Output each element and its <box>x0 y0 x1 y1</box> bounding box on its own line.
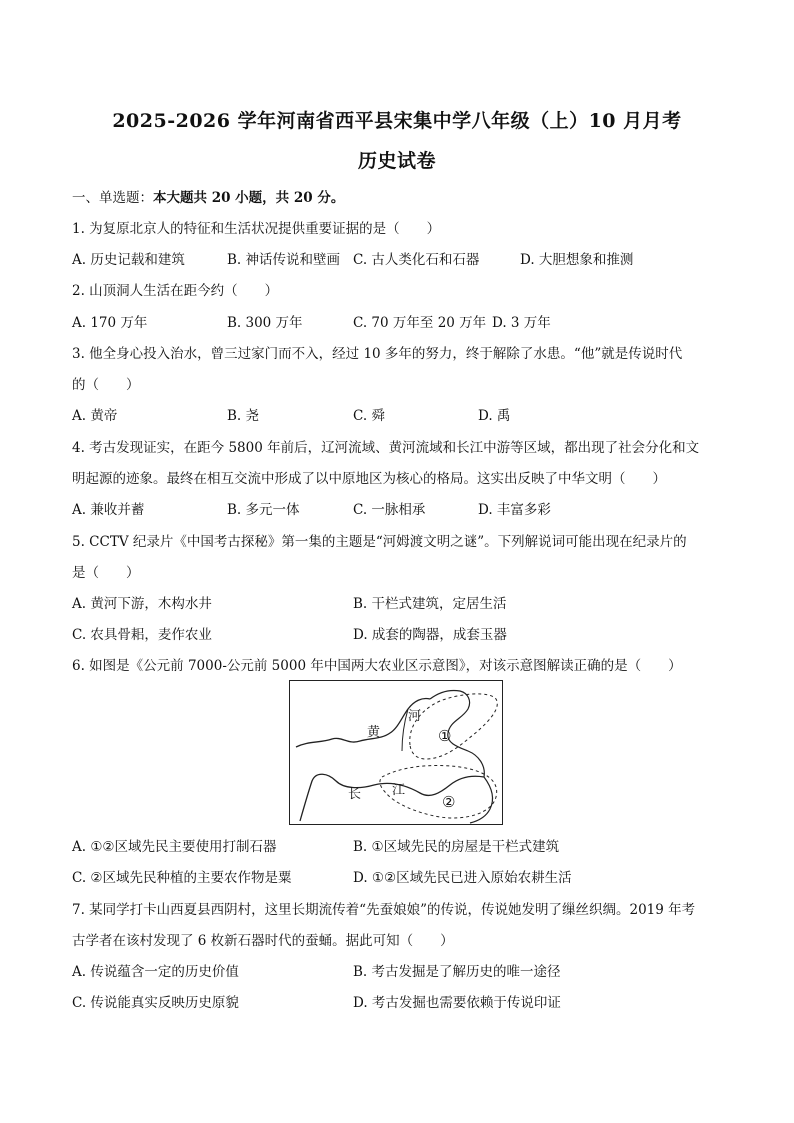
question-7-stem-line1: 7. 某同学打卡山西夏县西阴村，这里长期流传着“先蚕娘娘”的传说，传说她发明了缫丝织绸。2019 年考 <box>72 902 696 918</box>
question-3-stem-line1: 3. 他全身心投入治水，曾三过家门而不入，经过 10 多年的努力，终于解除了水患。“他”就是传说时代 <box>72 346 683 362</box>
question-4-stem-line2: 明起源的迹象。最终在相互交流中形成了以中原地区为核心的格局。这实出反映了中华文明（ ） <box>72 471 666 487</box>
question-5-stem-line1: 5. CCTV 纪录片《中国考古探秘》第一集的主题是“河姆渡文明之谜”。下列解说词可能出现在纪录片的 <box>72 534 687 550</box>
section-description: 本大题共 20 小题，共 20 分。 <box>153 190 345 206</box>
q5-option-b[interactable]: B. 干栏式建筑，定居生活 <box>353 596 507 612</box>
q3-option-d[interactable]: D. 禹 <box>478 408 511 424</box>
question-2-stem: 2. 山顶洞人生活在距今约（ ） <box>72 283 279 299</box>
map-label-region-1: ① <box>438 727 452 745</box>
map-drawing <box>290 681 502 824</box>
q7-option-b[interactable]: B. 考古发掘是了解历史的唯一途径 <box>353 964 561 980</box>
exam-subject: 历史试卷 <box>357 150 436 172</box>
q3-option-b[interactable]: B. 尧 <box>227 408 260 424</box>
q6-option-c[interactable]: C. ②区域先民种植的主要农作物是粟 <box>72 870 292 886</box>
map-label-huang: 黄 <box>367 725 381 740</box>
q4-option-d[interactable]: D. 丰富多彩 <box>478 502 551 518</box>
exam-title: 2025-2026 学年河南省西平县宋集中学八年级（上）10 月月考 <box>112 110 682 132</box>
question-3-stem-line2: 的（ ） <box>72 377 140 393</box>
q5-option-d[interactable]: D. 成套的陶器，成套玉器 <box>353 627 507 643</box>
q1-option-a[interactable]: A. 历史记载和建筑 <box>72 252 185 268</box>
question-7-stem-line2: 古学者在该村发现了 6 枚新石器时代的蚕蛹。据此可知（ ） <box>72 933 454 949</box>
q1-option-c[interactable]: C. 古人类化石和石器 <box>353 252 480 268</box>
q1-option-d[interactable]: D. 大胆想象和推测 <box>520 252 634 268</box>
map-label-chang: 长 <box>348 787 362 802</box>
q4-option-a[interactable]: A. 兼收并蓄 <box>72 502 145 518</box>
q7-option-a[interactable]: A. 传说蕴含一定的历史价值 <box>72 964 239 980</box>
q3-option-c[interactable]: C. 舜 <box>353 408 385 424</box>
question-6-stem: 6. 如图是《公元前 7000-公元前 5000 年中国两大农业区示意图》，对该示意图解读正确的是（ ） <box>72 658 682 674</box>
section-label: 一、单选题： <box>72 190 153 206</box>
q7-option-c[interactable]: C. 传说能真实反映历史原貌 <box>72 995 239 1011</box>
map-label-jiang: 江 <box>392 783 406 798</box>
q2-option-d[interactable]: D. 3 万年 <box>492 315 551 331</box>
q5-option-c[interactable]: C. 农具骨耜，麦作农业 <box>72 627 212 643</box>
q6-option-d[interactable]: D. ①②区域先民已进入原始农耕生活 <box>353 870 572 886</box>
map-label-region-2: ② <box>442 793 456 811</box>
q2-option-b[interactable]: B. 300 万年 <box>227 315 303 331</box>
q7-option-d[interactable]: D. 考古发掘也需要依赖于传说印证 <box>353 995 561 1011</box>
q2-option-c[interactable]: C. 70 万年至 20 万年 <box>353 315 487 331</box>
question-1-stem: 1. 为复原北京人的特征和生活状况提供重要证据的是（ ） <box>72 221 441 237</box>
q6-option-a[interactable]: A. ①②区域先民主要使用打制石器 <box>72 839 277 855</box>
q6-option-b[interactable]: B. ①区域先民的房屋是干栏式建筑 <box>353 839 560 855</box>
question-4-stem-line1: 4. 考古发现证实，在距今 5800 年前后，辽河流域、黄河流域和长江中游等区域，都出现了社会分化和文 <box>72 440 700 456</box>
map-label-he: 河 <box>408 709 422 724</box>
q1-option-b[interactable]: B. 神话传说和壁画 <box>227 252 341 268</box>
question-5-stem-line2: 是（ ） <box>72 565 140 581</box>
q5-option-a[interactable]: A. 黄河下游，木构水井 <box>72 596 212 612</box>
section-heading <box>72 186 344 206</box>
agriculture-regions-map <box>289 680 503 825</box>
q3-option-a[interactable]: A. 黄帝 <box>72 408 118 424</box>
q4-option-c[interactable]: C. 一脉相承 <box>353 502 426 518</box>
q4-option-b[interactable]: B. 多元一体 <box>227 502 300 518</box>
q2-option-a[interactable]: A. 170 万年 <box>72 315 148 331</box>
